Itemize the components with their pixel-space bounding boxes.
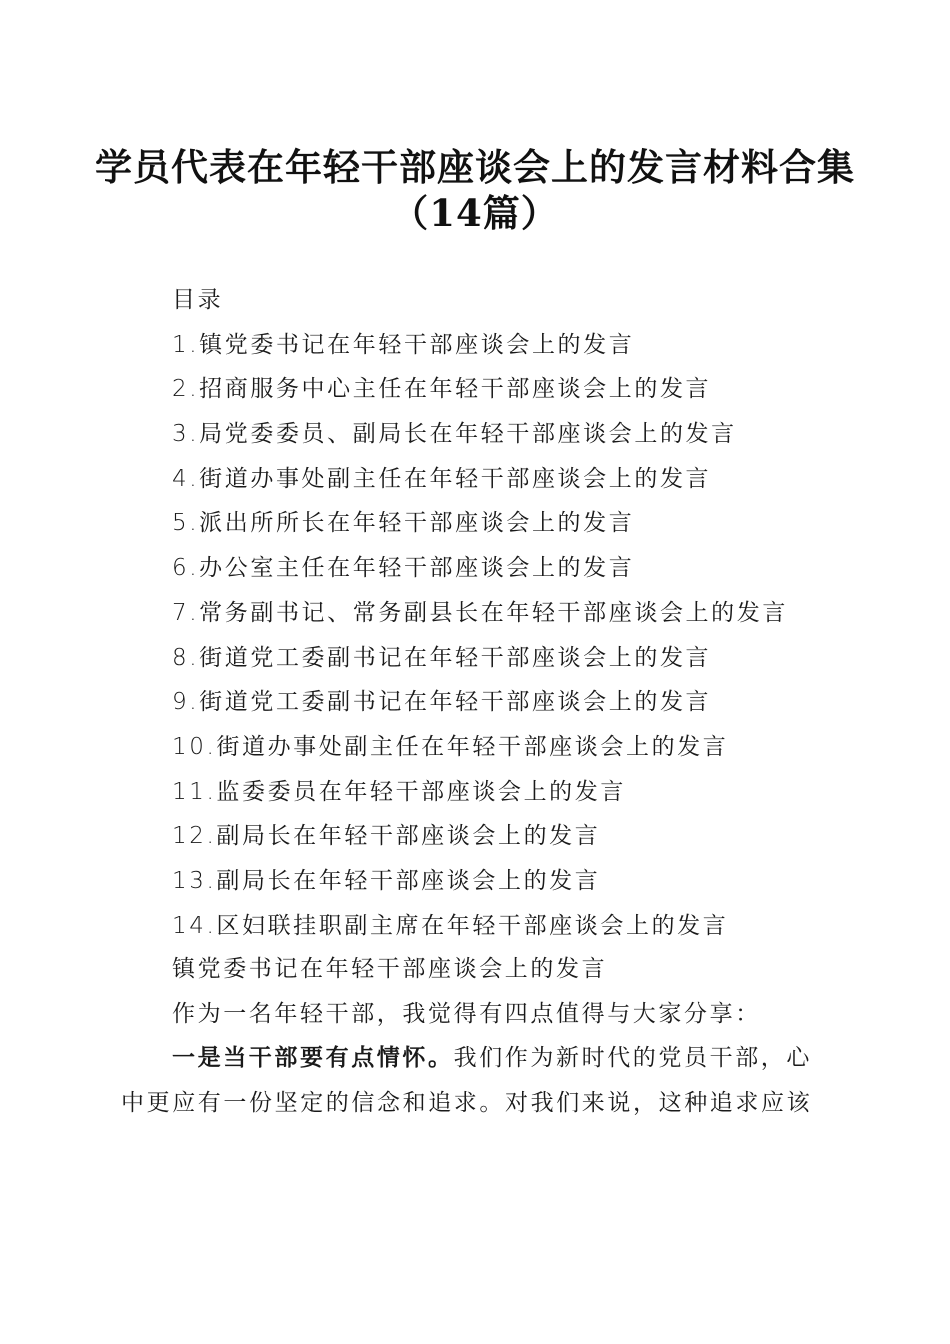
toc-item: 13.副局长在年轻干部座谈会上的发言	[172, 867, 601, 894]
toc-heading: 目录	[172, 287, 224, 313]
article-heading: 镇党委书记在年轻干部座谈会上的发言	[172, 956, 608, 982]
toc-item: 3.局党委委员、副局长在年轻干部座谈会上的发言	[172, 421, 737, 448]
paragraph-text: 我们作为新时代的党员干部，心	[453, 1045, 813, 1072]
toc-item: 7.常务副书记、常务副县长在年轻干部座谈会上的发言	[172, 599, 788, 626]
toc-item: 9.街道党工委副书记在年轻干部座谈会上的发言	[172, 689, 712, 716]
toc-item: 2.招商服务中心主任在年轻干部座谈会上的发言	[172, 376, 712, 403]
toc-item: 11.监委委员在年轻干部座谈会上的发言	[172, 778, 626, 805]
document-subtitle: （14篇）	[391, 191, 559, 235]
toc-item: 5.派出所所长在年轻干部座谈会上的发言	[172, 510, 635, 537]
document-title: 学员代表在年轻干部座谈会上的发言材料合集	[95, 145, 855, 189]
toc-item: 12.副局长在年轻干部座谈会上的发言	[172, 823, 601, 850]
toc-item: 4.街道办事处副主任在年轻干部座谈会上的发言	[172, 465, 712, 492]
toc-item: 8.街道党工委副书记在年轻干部座谈会上的发言	[172, 644, 712, 671]
article-body	[121, 947, 831, 1126]
article-paragraph	[121, 1036, 831, 1081]
toc-item: 14.区妇联挂职副主席在年轻干部座谈会上的发言	[172, 912, 729, 939]
point-heading: 一是当干部要有点情怀。	[172, 1045, 454, 1072]
paragraph-text: 中更应有一份坚定的信念和追求。对我们来说，这种追求应该	[121, 1090, 813, 1117]
article-intro: 作为一名年轻干部，我觉得有四点值得与大家分享：	[172, 1000, 761, 1027]
toc-item: 1.镇党委书记在年轻干部座谈会上的发言	[172, 331, 635, 358]
toc-item: 10.街道办事处副主任在年轻干部座谈会上的发言	[172, 733, 729, 760]
toc-item: 6.办公室主任在年轻干部座谈会上的发言	[172, 555, 635, 582]
table-of-contents	[172, 278, 872, 948]
